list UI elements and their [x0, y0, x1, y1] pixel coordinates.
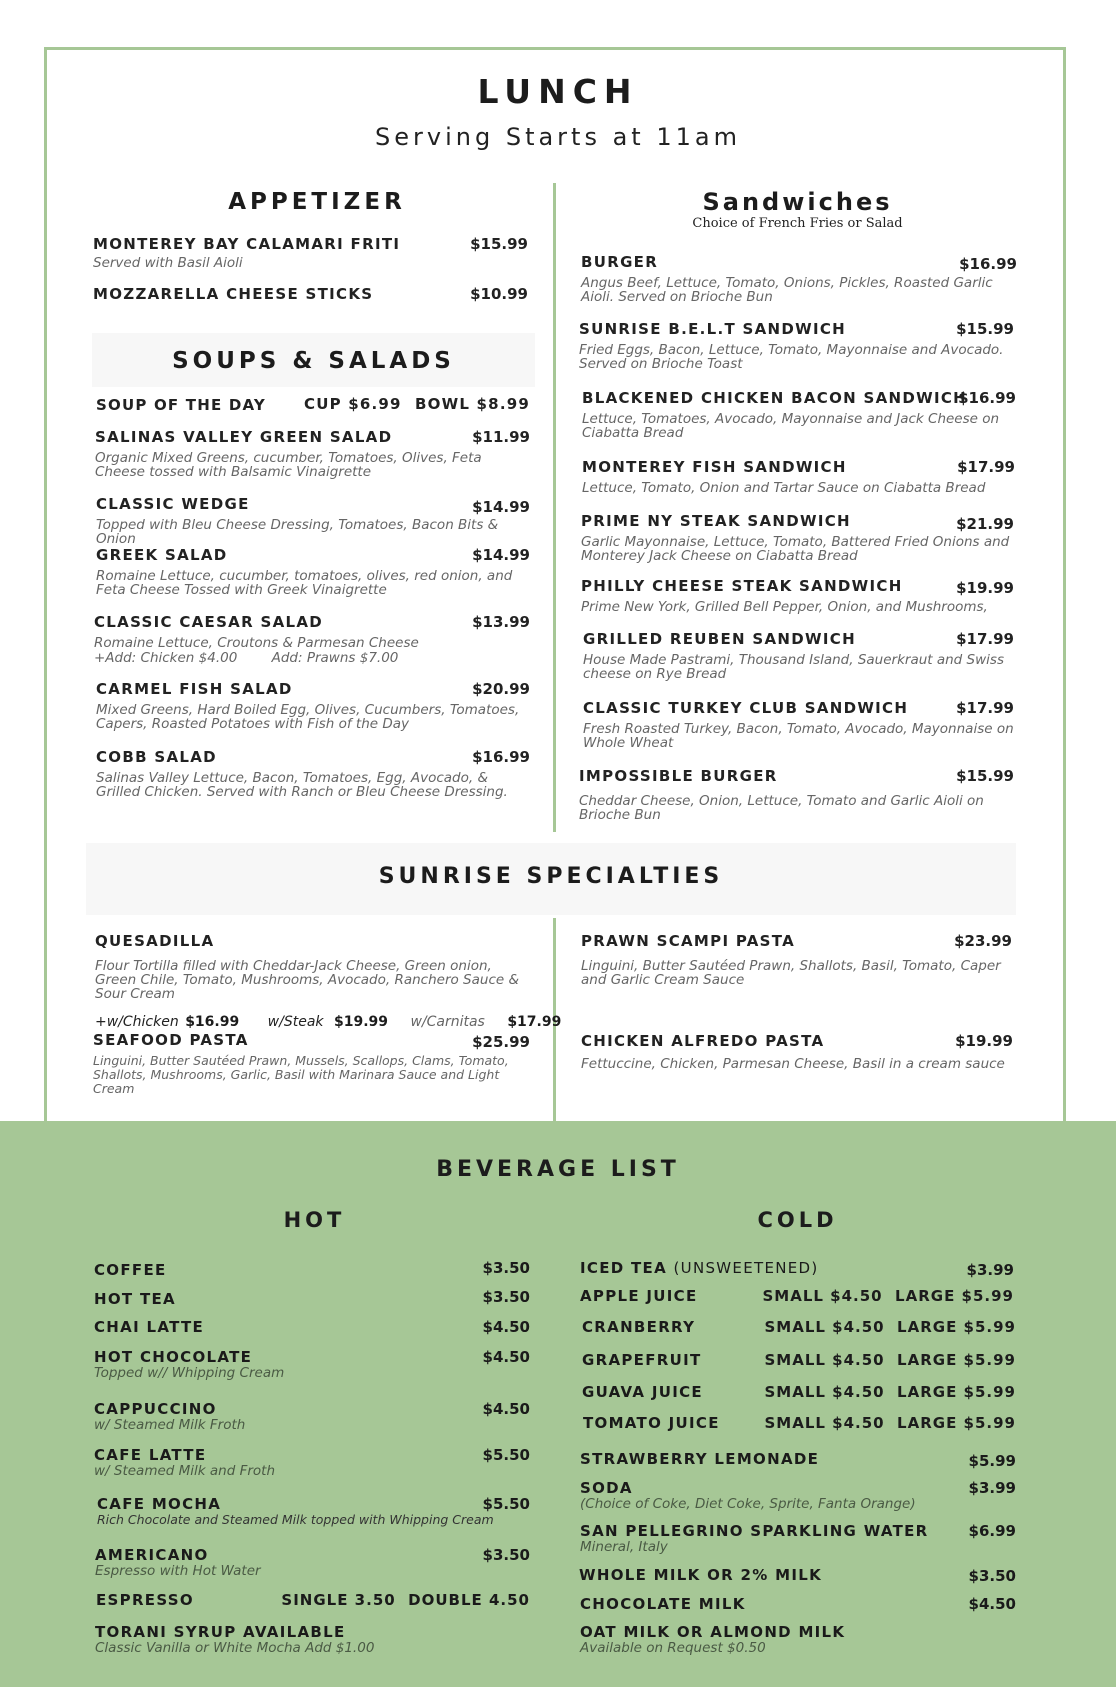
item-price: $23.99: [954, 932, 1012, 950]
item-desc: Classic Vanilla or White Mocha Add $1.00: [95, 1640, 375, 1656]
item-price: $5.99: [968, 1452, 1016, 1470]
item-name: AMERICANO: [95, 1546, 209, 1564]
beverage-item: [582, 1318, 1016, 1336]
item-name: CLASSIC CAESAR SALAD: [94, 613, 323, 631]
item-name: APPLE JUICE: [580, 1287, 698, 1305]
quesadilla-options: [95, 1014, 562, 1030]
item-price: SMALL $4.50 LARGE $5.99: [764, 1351, 1016, 1369]
menu-item: [581, 932, 1012, 987]
option-label: w/Steak: [267, 1014, 324, 1030]
menu-item: [583, 699, 1014, 750]
item-name: GREEK SALAD: [96, 546, 228, 564]
item-desc: Topped with Bleu Cheese Dressing, Tomatoes, Bacon Bits & Onion: [96, 517, 499, 547]
option-label: +w/Chicken: [95, 1014, 179, 1030]
item-price: $19.99: [956, 579, 1014, 597]
item-desc: Cheddar Cheese, Onion, Lettuce, Tomato and Garlic Aioli on Brioche Bun: [579, 793, 984, 823]
item-price: $16.99: [958, 389, 1016, 407]
menu-item: [581, 577, 1014, 614]
item-name-row: [580, 1259, 1014, 1277]
menu-item: [583, 630, 1014, 681]
item-price: $13.99: [472, 613, 530, 631]
beverage-item: [94, 1400, 530, 1432]
beverage-item: [583, 1414, 1016, 1432]
item-addons: +Add: Chicken $4.00 Add: Prawns $7.00: [94, 650, 399, 666]
page-subtitle: Serving Starts at 11am: [375, 123, 741, 151]
menu-item: [93, 235, 528, 270]
item-name: GRILLED REUBEN SANDWICH: [583, 630, 856, 648]
item-name: CHICKEN ALFREDO PASTA: [581, 1032, 825, 1050]
item-desc: Fresh Roasted Turkey, Bacon, Tomato, Avocado, Mayonnaise on Whole Wheat: [583, 721, 1014, 751]
item-price: $10.99: [470, 285, 528, 303]
item-price: $16.99: [959, 255, 1017, 273]
item-price: $16.99: [472, 748, 530, 766]
soups-heading: SOUPS & SALADS: [172, 348, 455, 374]
item-name: PRAWN SCAMPI PASTA: [581, 932, 796, 950]
item-desc: Angus Beef, Lettuce, Tomato, Onions, Pickles, Roasted Garlic Aioli. Served on Brioche Bun: [581, 275, 993, 305]
item-desc: House Made Pastrami, Thousand Island, Sauerkraut and Swiss cheese on Rye Bread: [583, 652, 1004, 682]
item-price: $3.50: [482, 1546, 530, 1564]
item-price: $6.99: [968, 1522, 1016, 1540]
item-desc: Espresso with Hot Water: [95, 1563, 261, 1579]
item-name: OAT MILK OR ALMOND MILK: [580, 1623, 846, 1641]
item-desc: Rich Chocolate and Steamed Milk topped with Whipping Cream: [97, 1512, 494, 1527]
item-name: GUAVA JUICE: [582, 1383, 703, 1401]
beverage-item: [95, 1623, 530, 1655]
menu-item: [581, 253, 1017, 304]
beverage-item: [582, 1383, 1016, 1401]
item-name: SUNRISE B.E.L.T SANDWICH: [579, 320, 847, 338]
beverage-item: [580, 1259, 1014, 1277]
option-price: $19.99: [333, 1014, 388, 1030]
specialties-heading: SUNRISE SPECIALTIES: [378, 864, 724, 889]
item-name: CLASSIC WEDGE: [96, 495, 250, 513]
cup-price: CUP $6.99: [304, 395, 402, 413]
item-desc: Available on Request $0.50: [580, 1640, 766, 1656]
item-price: $17.99: [957, 458, 1015, 476]
menu-item: [96, 495, 530, 546]
item-price: SMALL $4.50 LARGE $5.99: [764, 1318, 1016, 1336]
item-desc: Flour Tortilla filled with Cheddar-Jack Cheese, Green onion, Green Chile, Tomato, Mushrooms, Avocado, Ranchero Sauce & Sour Cream: [95, 958, 519, 1002]
item-name: QUESADILLA: [95, 932, 215, 950]
item-name: IMPOSSIBLE BURGER: [579, 767, 778, 785]
menu-item: [95, 932, 562, 1030]
item-name: SAN PELLEGRINO SPARKLING WATER: [580, 1522, 929, 1540]
menu-item: [96, 748, 530, 799]
item-desc: Prime New York, Grilled Bell Pepper, Onion, and Mushrooms,: [581, 599, 988, 615]
item-price: $17.99: [956, 699, 1014, 717]
menu-item: [93, 285, 528, 303]
item-desc: Linguini, Butter Sautéed Prawn, Mussels, Scallops, Clams, Tomato, Shallots, Mushrooms, Garlic, Basil with Marinara Sauce and Light Cream: [93, 1053, 509, 1096]
beverage-item: [96, 1591, 530, 1609]
menu-item: [579, 767, 1014, 822]
option-label: w/Carnitas: [410, 1014, 485, 1030]
menu-item: [95, 428, 530, 479]
beverage-heading: BEVERAGE LIST: [436, 1157, 680, 1182]
item-name: HOT CHOCOLATE: [94, 1348, 253, 1366]
item-desc: Fettuccine, Chicken, Parmesan Cheese, Basil in a cream sauce: [581, 1056, 1005, 1072]
item-desc: Organic Mixed Greens, cucumber, Tomatoes, Olives, Feta Cheese tossed with Balsamic Vinaigrette: [95, 450, 482, 480]
item-name: CLASSIC TURKEY CLUB SANDWICH: [583, 699, 909, 717]
sandwiches-subheading: Choice of French Fries or Salad: [692, 216, 903, 231]
item-price: $3.99: [968, 1479, 1016, 1497]
item-desc: Lettuce, Tomatoes, Avocado, Mayonnaise and Jack Cheese on Ciabatta Bread: [582, 411, 1000, 441]
beverage-item: [94, 1446, 530, 1478]
item-price: SINGLE 3.50 DOUBLE 4.50: [281, 1591, 530, 1609]
item-name: COFFEE: [94, 1261, 167, 1279]
bowl-price: BOWL $8.99: [415, 395, 530, 413]
menu-item: [96, 680, 530, 731]
item-price: $14.99: [472, 546, 530, 564]
item-price: $11.99: [472, 428, 530, 446]
option-price: $16.99: [185, 1014, 240, 1030]
item-price: SMALL $4.50 LARGE $5.99: [762, 1287, 1014, 1305]
item-desc: Mineral, Italy: [580, 1539, 668, 1555]
item-desc: Garlic Mayonnaise, Lettuce, Tomato, Battered Fried Onions and Monterey Jack Cheese on Ciabatta Bread: [581, 534, 1010, 564]
beverage-item: [97, 1495, 530, 1527]
item-name: CARMEL FISH SALAD: [96, 680, 293, 698]
soup-of-the-day: [96, 395, 530, 414]
item-name-extra: (UNSWEETENED): [673, 1259, 819, 1277]
item-price: $3.50: [482, 1259, 530, 1277]
appetizer-heading: APPETIZER: [228, 189, 406, 215]
item-desc: Mixed Greens, Hard Boiled Egg, Olives, Cucumbers, Tomatoes, Capers, Roasted Potatoes with Fish of the Day: [96, 702, 520, 732]
beverage-item: [94, 1348, 530, 1380]
item-name: CRANBERRY: [582, 1318, 696, 1336]
item-name: BLACKENED CHICKEN BACON SANDWICH: [582, 389, 968, 407]
item-price: $5.50: [482, 1446, 530, 1464]
item-price: $3.50: [482, 1288, 530, 1306]
beverage-item: [580, 1450, 1016, 1468]
item-desc: Served with Basil Aioli: [93, 255, 243, 271]
beverage-item: [94, 1290, 530, 1308]
menu-item: [96, 546, 530, 597]
item-desc: Topped w// Whipping Cream: [94, 1365, 285, 1381]
item-desc: Romaine Lettuce, cucumber, tomatoes, olives, red onion, and Feta Cheese Tossed with Greek Vinaigrette: [96, 568, 513, 598]
item-desc: w/ Steamed Milk and Froth: [94, 1463, 276, 1479]
beverage-item: [580, 1479, 1016, 1511]
cold-heading: COLD: [757, 1208, 838, 1232]
menu-item: [93, 1031, 530, 1096]
item-name: MONTEREY FISH SANDWICH: [582, 458, 847, 476]
menu-item: [582, 458, 1015, 495]
sandwiches-heading: Sandwiches: [702, 188, 893, 216]
item-price: $3.50: [968, 1567, 1016, 1585]
item-price: $17.99: [956, 630, 1014, 648]
page-title: LUNCH: [477, 72, 639, 111]
item-name: MONTEREY BAY CALAMARI FRITI: [93, 235, 401, 253]
item-name: CAFE LATTE: [94, 1446, 207, 1464]
item-price: SMALL $4.50 LARGE $5.99: [764, 1414, 1016, 1432]
item-price: $19.99: [955, 1032, 1013, 1050]
item-price: $15.99: [470, 235, 528, 253]
item-price: $21.99: [956, 515, 1014, 533]
item-price: $4.50: [482, 1348, 530, 1366]
item-price: $3.99: [966, 1261, 1014, 1279]
item-desc: Fried Eggs, Bacon, Lettuce, Tomato, Mayonnaise and Avocado. Served on Brioche Toast: [579, 342, 1004, 372]
item-price: $4.50: [482, 1400, 530, 1418]
item-desc: w/ Steamed Milk Froth: [94, 1417, 246, 1433]
column-divider-top: [553, 183, 556, 832]
item-name: WHOLE MILK OR 2% MILK: [579, 1566, 822, 1584]
item-name: STRAWBERRY LEMONADE: [580, 1450, 820, 1468]
beverage-item: [580, 1595, 1016, 1613]
item-name: CHOCOLATE MILK: [580, 1595, 746, 1613]
menu-item: [581, 1032, 1013, 1071]
item-name: SEAFOOD PASTA: [93, 1031, 249, 1049]
item-desc: Linguini, Butter Sautéed Prawn, Shallots, Basil, Tomato, Caper and Garlic Cream Sauce: [581, 958, 1001, 988]
item-name: TOMATO JUICE: [583, 1414, 720, 1432]
item-price: $25.99: [472, 1033, 530, 1051]
item-name: ICED TEA: [580, 1259, 667, 1277]
menu-item: [94, 613, 530, 665]
item-name: CHAI LATTE: [94, 1318, 205, 1336]
beverage-item: [580, 1287, 1014, 1305]
beverage-item: [582, 1351, 1016, 1369]
item-desc: Lettuce, Tomato, Onion and Tartar Sauce on Ciabatta Bread: [582, 480, 986, 496]
item-price: $5.50: [482, 1495, 530, 1513]
item-name: SOUP OF THE DAY: [96, 396, 266, 414]
menu-item: [581, 512, 1014, 563]
item-name: GRAPEFRUIT: [582, 1351, 702, 1369]
item-name: ESPRESSO: [96, 1591, 194, 1609]
item-name: TORANI SYRUP AVAILABLE: [95, 1623, 346, 1641]
item-desc: Romaine Lettuce, Croutons & Parmesan Cheese: [94, 635, 419, 651]
beverage-item: [580, 1623, 1016, 1655]
hot-heading: HOT: [283, 1208, 346, 1232]
item-name: MOZZARELLA CHEESE STICKS: [93, 285, 374, 303]
item-price: $14.99: [472, 498, 530, 516]
menu-item: [582, 389, 1016, 440]
item-name: SALINAS VALLEY GREEN SALAD: [95, 428, 393, 446]
item-name: CAFE MOCHA: [97, 1495, 222, 1513]
menu-item: [579, 320, 1014, 371]
item-name: CAPPUCCINO: [94, 1400, 217, 1418]
item-name: PRIME NY STEAK SANDWICH: [581, 512, 851, 530]
item-name: COBB SALAD: [96, 748, 217, 766]
item-price: $15.99: [956, 767, 1014, 785]
item-name: PHILLY CHEESE STEAK SANDWICH: [581, 577, 903, 595]
beverage-item: [95, 1546, 530, 1578]
option-price: $17.99: [507, 1014, 562, 1030]
beverage-item: [94, 1318, 530, 1336]
item-price: $15.99: [956, 320, 1014, 338]
item-desc: Salinas Valley Lettuce, Bacon, Tomatoes, Egg, Avocado, & Grilled Chicken. Served with Ranch or Bleu Cheese Dressing.: [96, 770, 508, 800]
item-name: BURGER: [581, 253, 659, 271]
item-price: SMALL $4.50 LARGE $5.99: [764, 1383, 1016, 1401]
item-desc: (Choice of Coke, Diet Coke, Sprite, Fanta Orange): [580, 1496, 916, 1512]
item-price: $4.50: [482, 1318, 530, 1336]
item-price: $20.99: [472, 680, 530, 698]
item-price: $4.50: [968, 1595, 1016, 1613]
item-name: HOT TEA: [94, 1290, 176, 1308]
beverage-item: [94, 1261, 530, 1279]
beverage-section: [0, 1121, 1116, 1687]
beverage-item: [580, 1522, 1016, 1554]
item-name: SODA: [580, 1479, 633, 1497]
beverage-item: [579, 1566, 1016, 1584]
